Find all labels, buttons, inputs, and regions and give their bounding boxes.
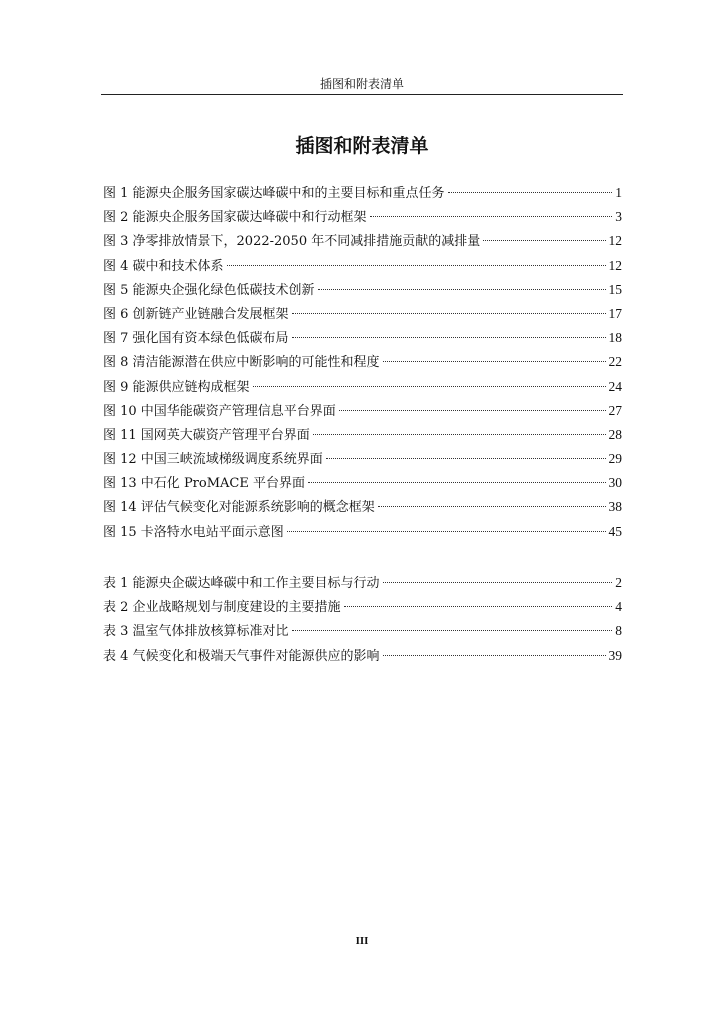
figure-entry[interactable] <box>103 232 622 256</box>
page-title: 插图和附表清单 <box>295 135 429 157</box>
entry-page: 22 <box>608 354 622 370</box>
figure-entry[interactable] <box>103 281 622 305</box>
figure-entry[interactable] <box>103 498 622 522</box>
figure-entry[interactable] <box>103 208 622 232</box>
entry-label: 图 5 能源央企强化绿色低碳技术创新 <box>103 282 315 298</box>
figure-entry[interactable] <box>103 450 622 474</box>
entry-label: 表 1 能源央企碳达峰碳中和工作主要目标与行动 <box>103 576 380 591</box>
entry-label: 图 11 国网英大碳资产管理平台界面 <box>103 427 310 443</box>
figure-list <box>103 184 622 547</box>
figure-entry[interactable] <box>103 353 622 377</box>
dot-leader <box>287 531 606 532</box>
dot-leader <box>318 289 606 290</box>
dot-leader <box>383 361 606 362</box>
dot-leader <box>292 630 613 631</box>
entry-page: 17 <box>608 305 622 321</box>
figure-entry[interactable] <box>103 378 622 402</box>
figure-entry[interactable] <box>103 402 622 426</box>
figure-entry[interactable] <box>103 474 622 498</box>
entry-page: 38 <box>608 499 622 515</box>
entry-label: 图 2 能源央企服务国家碳达峰碳中和行动框架 <box>103 210 367 226</box>
entry-page: 27 <box>608 402 622 418</box>
figure-entry[interactable] <box>103 523 622 547</box>
entry-page: 30 <box>608 475 622 491</box>
dot-leader <box>339 410 606 411</box>
entry-page: 29 <box>608 451 622 467</box>
table-entry[interactable] <box>103 598 622 622</box>
entry-label: 图 13 中石化 ProMACE 平台界面 <box>103 476 305 492</box>
entry-label: 图 3 净零排放情景下，2022-2050 年不同减排措施贡献的减排量 <box>103 234 481 250</box>
entry-page: 1 <box>615 185 622 200</box>
dot-leader <box>292 337 606 338</box>
entry-label: 图 9 能源供应链构成框架 <box>103 379 250 395</box>
table-list <box>103 574 622 671</box>
entry-page: 2 <box>615 575 622 590</box>
entry-page: 24 <box>608 378 622 394</box>
figure-entry[interactable] <box>103 426 622 450</box>
entry-page: 8 <box>615 623 622 639</box>
entry-page: 12 <box>608 233 622 249</box>
entry-label: 图 4 碳中和技术体系 <box>103 258 224 274</box>
table-entry[interactable] <box>103 574 622 598</box>
entry-label: 图 7 强化国有资本绿色低碳布局 <box>103 331 289 347</box>
dot-leader <box>378 506 606 507</box>
dot-leader <box>344 606 613 607</box>
dot-leader <box>326 458 606 459</box>
figure-entry[interactable] <box>103 305 622 329</box>
header-rule <box>101 94 623 95</box>
entry-label: 图 1 能源央企服务国家碳达峰碳中和的主要目标和重点任务 <box>103 186 445 201</box>
entry-label: 图 14 评估气候变化对能源系统影响的概念框架 <box>103 500 375 516</box>
entry-label: 图 8 清洁能源潜在供应中断影响的可能性和程度 <box>103 355 380 371</box>
dot-leader <box>227 265 606 266</box>
entry-page: 39 <box>608 647 622 663</box>
entry-page: 28 <box>608 426 622 442</box>
page-number: III <box>355 935 369 947</box>
entry-label: 表 4 气候变化和极端天气事件对能源供应的影响 <box>103 648 380 664</box>
entry-page: 18 <box>608 330 622 346</box>
dot-leader <box>308 482 606 483</box>
running-header: 插图和附表清单 <box>319 77 404 91</box>
dot-leader <box>483 240 605 241</box>
figure-entry[interactable] <box>103 257 622 281</box>
entry-page: 3 <box>615 209 622 225</box>
dot-leader <box>313 434 606 435</box>
entry-label: 表 3 温室气体排放核算标准对比 <box>103 624 289 640</box>
dot-leader <box>383 582 613 583</box>
entry-label: 表 2 企业战略规划与制度建设的主要措施 <box>103 600 341 616</box>
table-entry[interactable] <box>103 647 622 671</box>
entry-label: 图 6 创新链产业链融合发展框架 <box>103 306 289 322</box>
entry-label: 图 10 中国华能碳资产管理信息平台界面 <box>103 403 336 419</box>
entry-label: 图 12 中国三峡流域梯级调度系统界面 <box>103 452 323 468</box>
dot-leader <box>253 386 606 387</box>
entry-page: 4 <box>615 599 622 615</box>
figure-entry[interactable] <box>103 184 622 208</box>
dot-leader <box>292 313 606 314</box>
dot-leader <box>383 655 606 656</box>
dot-leader <box>448 192 613 193</box>
entry-page: 12 <box>608 257 622 273</box>
figure-entry[interactable] <box>103 329 622 353</box>
entry-page: 45 <box>608 523 622 539</box>
table-entry[interactable] <box>103 622 622 646</box>
entry-page: 15 <box>608 281 622 297</box>
entry-label: 图 15 卡洛特水电站平面示意图 <box>103 524 284 540</box>
dot-leader <box>370 216 613 217</box>
